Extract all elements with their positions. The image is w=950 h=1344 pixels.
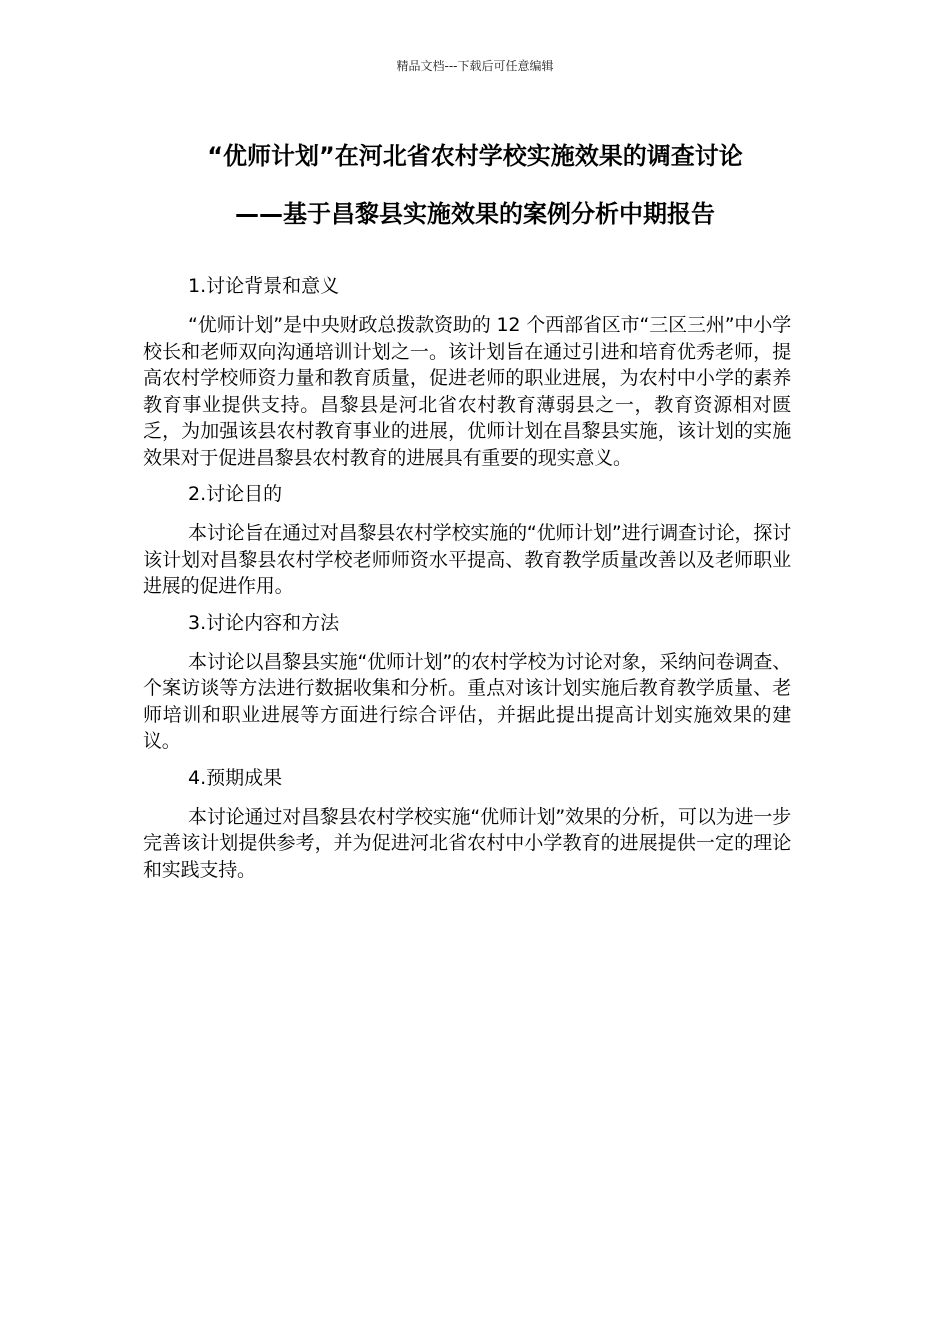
section-heading: 4.预期成果 — [188, 766, 283, 789]
document-body — [143, 273, 791, 893]
section-heading: 3.讨论内容和方法 — [188, 611, 340, 634]
section-methods — [143, 610, 791, 755]
section-background — [143, 273, 791, 471]
section-heading: 2.讨论目的 — [188, 483, 283, 505]
section-purpose — [143, 481, 791, 600]
section-paragraph: 本讨论旨在通过对昌黎县农村学校实施的“优师计划”进行调查讨论，探讨该计划对昌黎县农村学校老师师资水平提高、教育教学质量改善以及老师职业进展的促进作用。 — [143, 522, 791, 597]
section-paragraph: 本讨论以昌黎县实施“优师计划”的农村学校为讨论对象，采纳问卷调查、个案访谈等方法进行数据收集和分析。重点对该计划实施后教育教学质量、老师培训和职业进展等方面进行综合评估，并据此提出提高计划实施效果的建议。 — [143, 650, 791, 752]
section-outcomes — [143, 765, 791, 884]
section-paragraph: 本讨论通过对昌黎县农村学校实施“优师计划”效果的分析，可以为进一步完善该计划提供参考，并为促进河北省农村中小学教育的进展提供一定的理论和实践支持。 — [143, 805, 791, 881]
section-heading: 1.讨论背景和意义 — [188, 275, 340, 297]
document-title: “优师计划”在河北省农村学校实施效果的调查讨论 — [207, 142, 743, 170]
section-paragraph: “优师计划”是中央财政总拨款资助的 12 个西部省区市“三区三州”中小学校长和老师双向沟通培训计划之一。该计划旨在通过引进和培育优秀老师，提高农村学校师资力量和教育质量，促进老师的职业进展，为农村中小学的素养教育事业提供支持。昌黎县是河北省农村教育薄弱县之一，教育资源相对匮乏，为加强该县农村教育事业的进展，优师计划在昌黎县实施，该计划的实施效果对于促进昌黎县农村教育的进展具有重要的现实意义。 — [143, 314, 791, 469]
document-subtitle: ——基于昌黎县实施效果的案例分析中期报告 — [235, 200, 715, 228]
header-note: 精品文档---下载后可任意编辑 — [396, 59, 554, 73]
